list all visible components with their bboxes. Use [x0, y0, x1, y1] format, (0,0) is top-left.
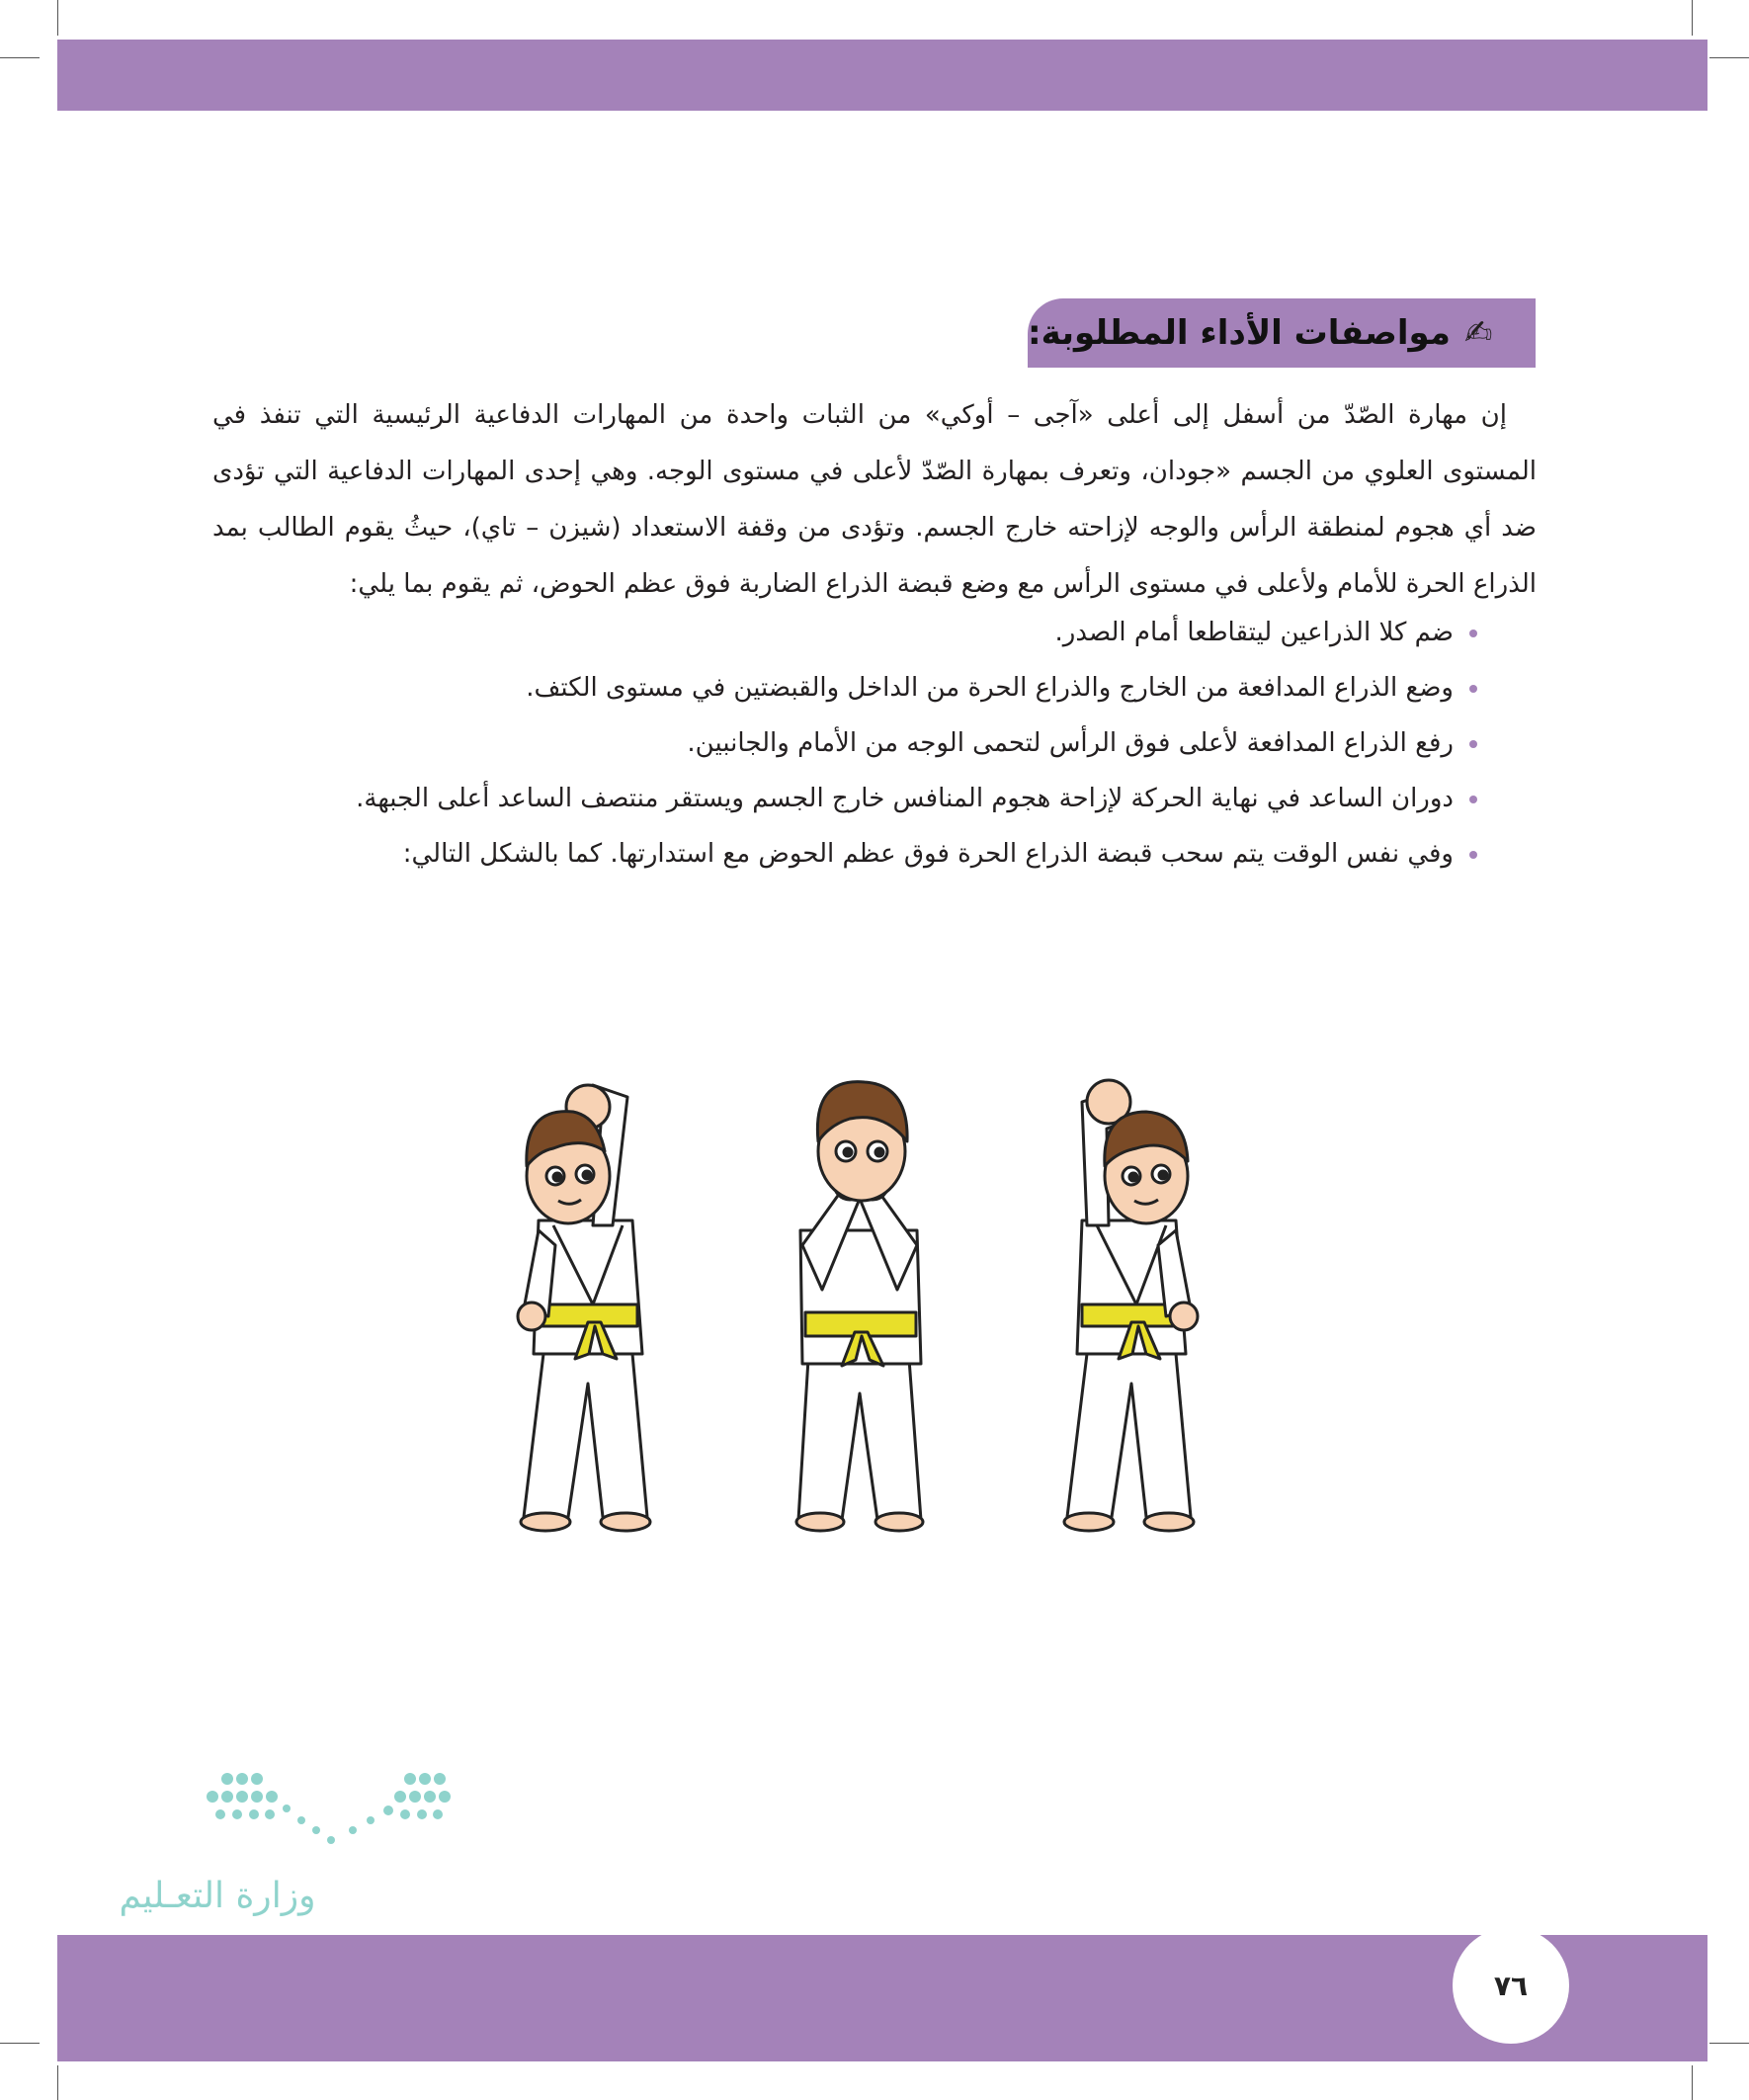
crop-mark: [1692, 0, 1693, 36]
page-number: ٧٦: [1453, 1927, 1569, 2044]
karate-figure-middle: [1064, 1080, 1198, 1531]
crop-mark: [0, 57, 40, 58]
pen-writing-icon: ✍: [1463, 313, 1493, 353]
crop-mark: [57, 2065, 58, 2100]
intro-paragraph: إن مهارة الصّدّ من أسفل إلى أعلى «آجى – أوكي» من الثبات واحدة من المهارات الدفاعية الرئيسية التي تنفذ في المستوى العلوي من الجسم «جودان، وتعرف بمهارة الصّدّ لأعلى في مستوى الوجه. وهي إحدى المهارات الدفاعية التي تؤدى ضد أي هجوم لمنطقة الرأس والوجه لإزاحته خارج الجسم. وتؤدى من وقفة الاستعداد (شيزن – تاي)، حيثُ يقوم الطالب بمد الذراع الحرة للأمام ولأعلى في مستوى الرأس مع وضع قبضة الذراع الضاربة فوق عظم الحوض، ثم يقوم بما يلي:: [212, 400, 1537, 599]
steps-list: [212, 605, 1477, 882]
karate-block-illustration: [494, 1057, 1245, 1571]
section-title: مواصفات الأداء المطلوبة:: [1028, 313, 1451, 353]
list-item: رفع الذراع المدافعة لأعلى فوق الرأس لتحمى الوجه من الأمام والجانبين.: [212, 715, 1477, 771]
karate-figure-final: [518, 1085, 650, 1531]
list-item: وضع الذراع المدافعة من الخارج والذراع الحرة من الداخل والقبضتين في مستوى الكتف.: [212, 660, 1477, 715]
list-item: وفي نفس الوقت يتم سحب قبضة الذراع الحرة فوق عظم الحوض مع استدارتها. كما بالشكل التالي:: [212, 826, 1477, 882]
karate-figure-start: [796, 1082, 923, 1531]
header-band: [57, 40, 1707, 111]
crop-mark: [1692, 2065, 1693, 2100]
list-item: دوران الساعد في نهاية الحركة لإزاحة هجوم المنافس خارج الجسم ويستقر منتصف الساعد أعلى الجبهة.: [212, 771, 1477, 826]
intro-paragraph-block: [212, 387, 1537, 613]
crop-mark: [1709, 2043, 1749, 2044]
section-heading: [1028, 298, 1536, 368]
crop-mark: [57, 0, 58, 36]
crop-mark: [1709, 57, 1749, 58]
crop-mark: [0, 2043, 40, 2044]
ministry-logo-text: وزارة التعـليم: [119, 1876, 316, 1916]
list-item: ضم كلا الذراعين ليتقاطعا أمام الصدر.: [212, 605, 1477, 660]
